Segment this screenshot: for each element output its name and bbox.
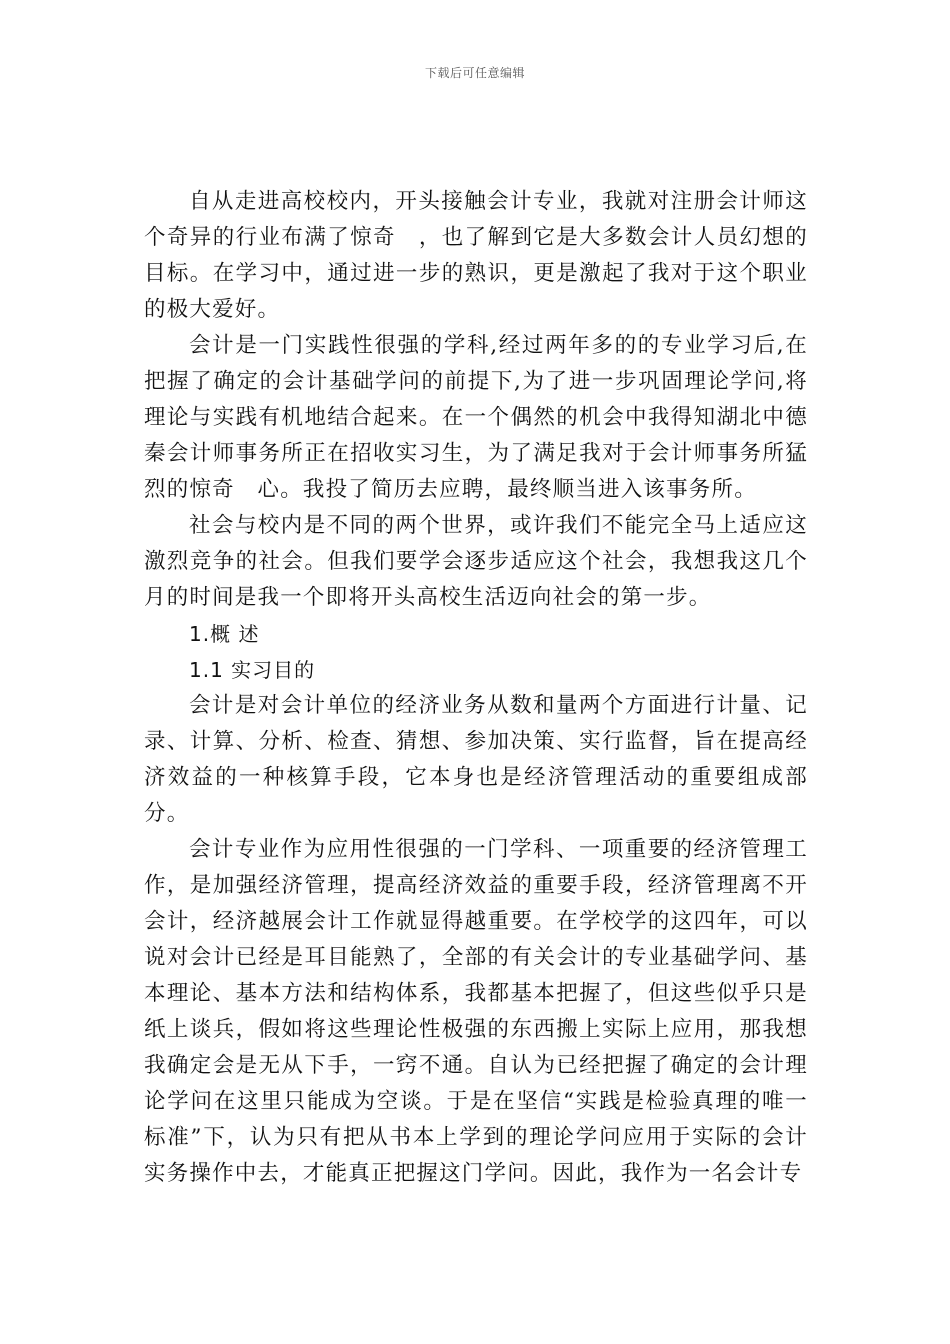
document-body (144, 184, 808, 1192)
paragraph-society: 社会与校内是不同的两个世界，或许我们不能完全马上适应这激烈竞争的社会。但我们要学会逐步适应这个社会，我想我这几个月的时间是我一个即将开头高校生活迈向社会的第一步。 (144, 513, 808, 610)
paragraph-practice: 会计是一门实践性很强的学科,经过两年多的的专业学习后,在把握了确定的会计基础学问的前提下,为了进一步巩固理论学问,将理论与实践有机地结合起来。在一个偶然的机会中我得知湖北中德秦会计师事务所正在招收实习生，为了满足我对于会计师事务所猛烈的惊奇 心。我投了简历去应聘，最终顺当进入该事务所。 (144, 333, 808, 502)
section-heading-overview: 1.概 述 (189, 622, 260, 646)
page-header-note: 下载后可任意编辑 (424, 66, 525, 80)
section-heading-purpose: 1.1 实习目的 (189, 658, 316, 682)
paragraph-accounting-major: 会计专业作为应用性很强的一门学科、一项重要的经济管理工作，是加强经济管理，提高经济效益的重要手段，经济管理离不开会计，经济越展会计工作就显得越重要。在学校学的这四年，可以说对会计已经是耳目能熟了，全部的有关会计的专业基础学问、基本理论、基本方法和结构体系，我都基本把握了，但这些似乎只是纸上谈兵，假如将这些理论性极强的东西搬上实际上应用，那我想我确定会是无从下手，一窍不通。自认为已经把握了确定的会计理论学问在这里只能成为空谈。于是在坚信“实践是检验真理的唯一标准”下，认为只有把从书本上学到的理论学问应用于实际的会计实务操作中去，才能真正把握这门学问。因此，我作为一名会计专 (144, 837, 808, 1186)
paragraph-accounting-definition: 会计是对会计单位的经济业务从数和量两个方面进行计量、记录、计算、分析、检查、猜想、参加决策、实行监督，旨在提高经济效益的一种核算手段，它本身也是经济管理活动的重要组成部分。 (144, 693, 808, 826)
paragraph-intro: 自从走进高校校内，开头接触会计专业，我就对注册会计师这个奇异的行业布满了惊奇 ，也了解到它是大多数会计人员幻想的目标。在学习中，通过进一步的熟识，更是激起了我对于这个职业的极大爱好。 (144, 189, 808, 322)
